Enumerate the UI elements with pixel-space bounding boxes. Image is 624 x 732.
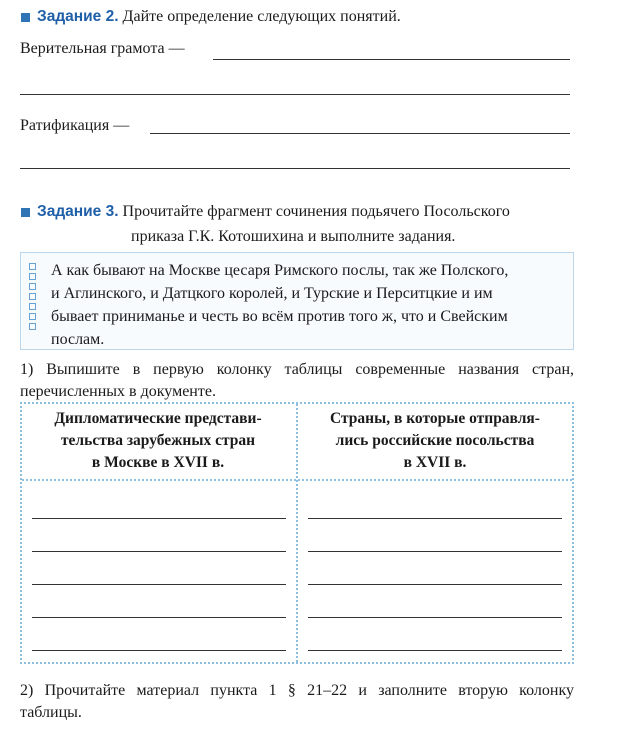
task2-heading	[37, 5, 401, 29]
col1-answer-line[interactable]	[32, 584, 286, 585]
question-2	[20, 680, 574, 724]
task2-instruction: Дайте определение следующих понятий.	[122, 8, 401, 25]
col1-answer-line[interactable]	[32, 551, 286, 552]
term1-answer-line[interactable]	[213, 59, 570, 60]
table-header-col1	[22, 408, 294, 474]
term2-answer-line[interactable]	[150, 133, 570, 134]
source-quote-box	[20, 252, 574, 350]
task2-bullet-icon	[21, 13, 30, 22]
question-1-line: перечисленных в документе.	[20, 383, 216, 400]
task3-instruction-line1: Прочитайте фрагмент сочинения подьячего Посольского	[122, 203, 510, 220]
question-1	[20, 359, 574, 403]
header-line: тельства зарубежных стран	[60, 432, 256, 449]
term1-answer-line-2[interactable]	[20, 94, 570, 95]
quote-marker-icon	[29, 263, 39, 333]
table-header-divider	[22, 479, 572, 481]
col2-answer-line[interactable]	[308, 650, 562, 651]
term1-label: Верительная грамота —	[20, 40, 185, 57]
term2-label: Ратификация —	[20, 117, 130, 134]
question-1-line: 1) Выпишите в первую колонку таблицы современные названия стран,	[20, 361, 574, 378]
table-header-col2	[298, 408, 572, 474]
col2-answer-line[interactable]	[308, 617, 562, 618]
col2-answer-line[interactable]	[308, 551, 562, 552]
term2-answer-line-2[interactable]	[20, 168, 570, 169]
header-line: Страны, в которые отправля-	[330, 410, 540, 427]
header-line: лись российские посольства	[335, 432, 535, 449]
col2-answer-line[interactable]	[308, 518, 562, 519]
col1-answer-line[interactable]	[32, 617, 286, 618]
quote-line: и Аглинского, и Датцкого королей, и Турские и Перситцкие и им	[51, 285, 493, 302]
answer-table	[20, 402, 574, 664]
quote-line: бывает приниманье и честь во всём против того ж, что и Свейским	[51, 308, 508, 325]
col1-answer-line[interactable]	[32, 650, 286, 651]
quote-line: послам.	[51, 331, 105, 348]
header-line: в Москве в XVII в.	[91, 454, 225, 471]
question-2-line: таблицы.	[20, 704, 82, 721]
header-line: в XVII в.	[403, 454, 467, 471]
col2-answer-line[interactable]	[308, 584, 562, 585]
task3-heading	[37, 200, 510, 224]
header-line: Дипломатические представи-	[54, 410, 262, 427]
task3-bullet-icon	[21, 208, 30, 217]
source-quote-text	[51, 259, 567, 351]
task2-label: Задание 2.	[37, 8, 119, 25]
question-2-line: 2) Прочитайте материал пункта 1 § 21–22 и заполните вторую колонку	[20, 682, 574, 699]
quote-line: А как бывают на Москве цесаря Римского послы, так же Полского,	[51, 262, 509, 279]
task3-label: Задание 3.	[37, 203, 119, 220]
task3-instruction-line2: приказа Г.К. Котошихина и выполните задания.	[131, 228, 456, 245]
col1-answer-line[interactable]	[32, 518, 286, 519]
